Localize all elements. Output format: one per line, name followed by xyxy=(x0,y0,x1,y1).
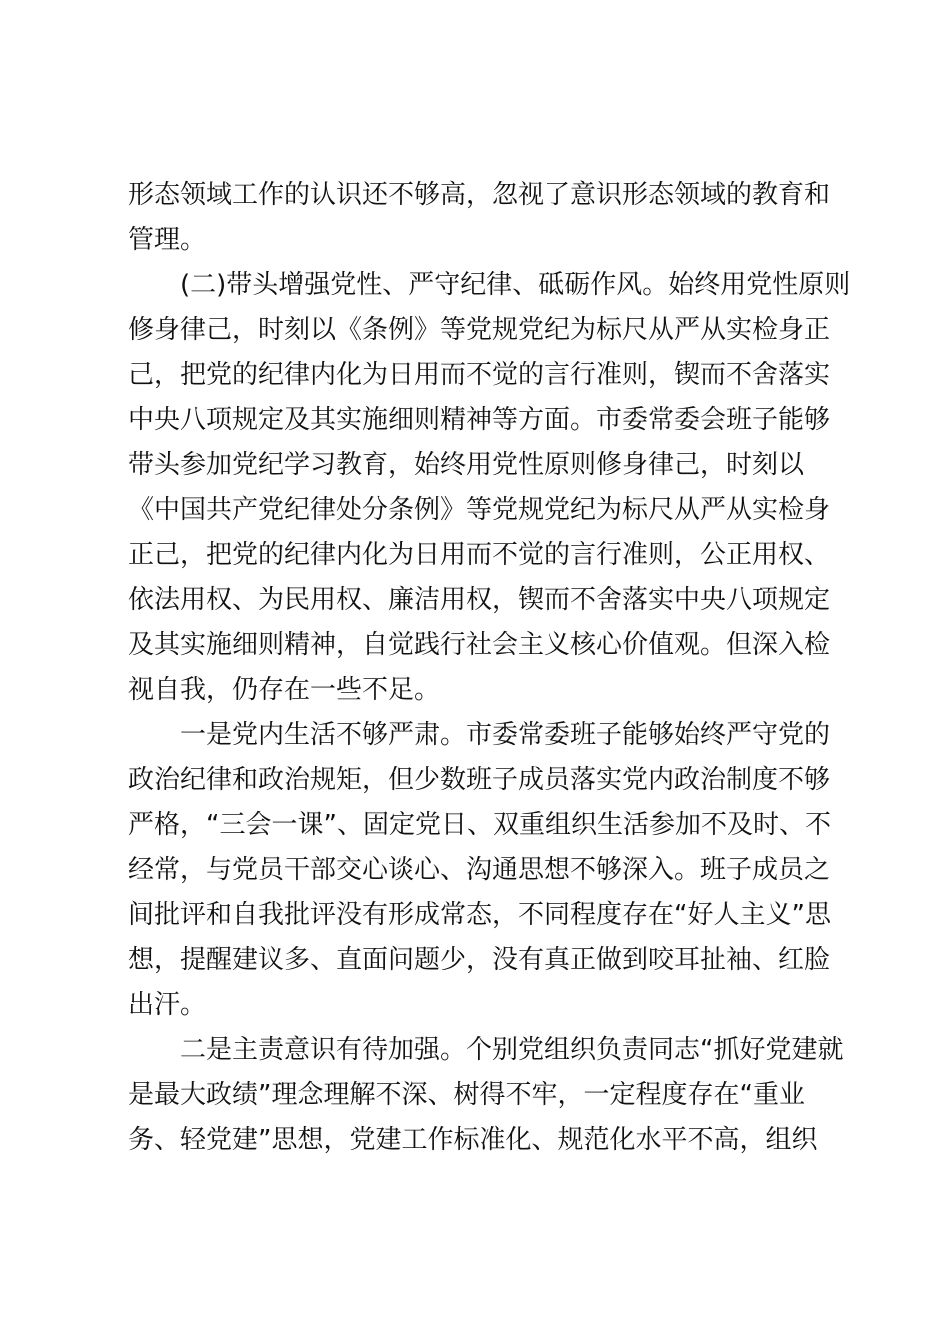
text-line: 务、轻党建”思想，党建工作标准化、规范化水平不高，组织 xyxy=(128,1125,818,1155)
text-line: 一是党内生活不够严肃。市委常委班子能够始终严守党的 xyxy=(180,720,831,750)
text-line: 管理。 xyxy=(128,225,207,255)
text-line: 是最大政绩”理念理解不深、树得不牢，一定程度存在“重业 xyxy=(128,1080,805,1110)
text-line: 己，把党的纪律内化为日用而不觉的言行准则，锲而不舍落实 xyxy=(128,360,831,390)
text-line: 严格，“三会一课”、固定党日、双重组织生活参加不及时、不 xyxy=(128,810,831,840)
text-line: 形态领域工作的认识还不够高，忽视了意识形态领域的教育和 xyxy=(128,180,831,210)
text-line: 间批评和自我批评没有形成常态，不同程度存在“好人主义”思 xyxy=(128,900,831,930)
text-line: 想，提醒建议多、直面问题少，没有真正做到咬耳扯袖、红脸 xyxy=(128,945,831,975)
text-line: (二)带头增强党性、严守纪律、砥砺作风。始终用党性原则 xyxy=(180,270,851,300)
text-line: 二是主责意识有待加强。个别党组织负责同志“抓好党建就 xyxy=(180,1035,844,1065)
text-line: 及其实施细则精神，自觉践行社会主义核心价值观。但深入检 xyxy=(128,630,831,660)
text-line: 带头参加党纪学习教育，始终用党性原则修身律己，时刻以 xyxy=(128,450,805,480)
text-line: 视自我，仍存在一些不足。 xyxy=(128,675,441,705)
text-line: 依法用权、为民用权、廉洁用权，锲而不舍落实中央八项规定 xyxy=(128,585,831,615)
text-line: 正己，把党的纪律内化为日用而不觉的言行准则，公正用权、 xyxy=(128,540,831,570)
text-line: 经常，与党员干部交心谈心、沟通思想不够深入。班子成员之 xyxy=(128,855,831,885)
text-line: 出汗。 xyxy=(128,990,207,1020)
text-line: 《中国共产党纪律处分条例》等党规党纪为标尺从严从实检身 xyxy=(128,495,831,525)
text-line: 修身律己，时刻以《条例》等党规党纪为标尺从严从实检身正 xyxy=(128,315,831,345)
text-line: 政治纪律和政治规矩，但少数班子成员落实党内政治制度不够 xyxy=(128,765,831,795)
text-line: 中央八项规定及其实施细则精神等方面。市委常委会班子能够 xyxy=(128,405,831,435)
